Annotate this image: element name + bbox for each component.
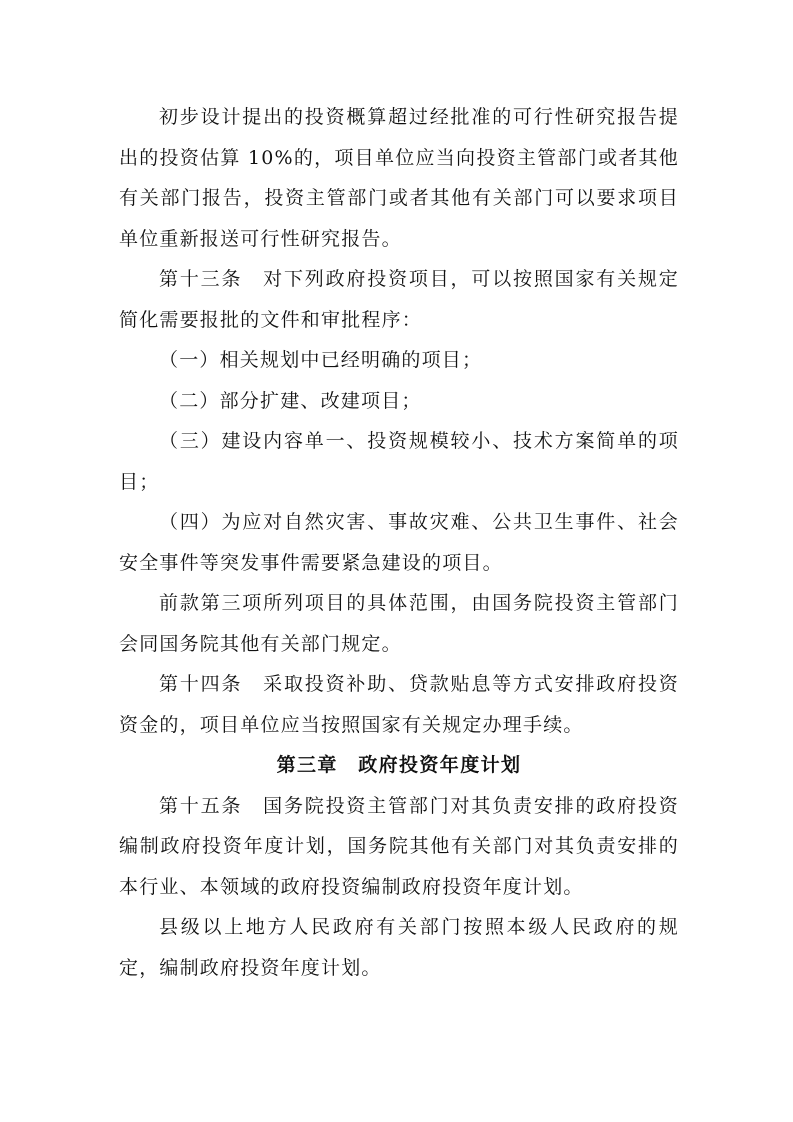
chapter-heading: 第三章 政府投资年度计划 <box>276 754 522 776</box>
paragraph-article-15: 第十五条 国务院投资主管部门对其负责安排的政府投资编制政府投资年度计划，国务院其他有关部门对其负责安排的本行业、本领域的政府投资编制政府投资年度计划。 <box>119 794 679 898</box>
list-item-4: （四）为应对自然灾害、事故灾难、公共卫生事件、社会安全事件等突发事件需要紧急建设的项目。 <box>119 511 679 574</box>
paragraph-investment-estimate: 初步设计提出的投资概算超过经批准的可行性研究报告提出的投资估算 10%的，项目单位应当向投资主管部门或者其他有关部门报告，投资主管部门或者其他有关部门可以要求项目单位重新报送可行性研究报告。 <box>119 106 679 250</box>
paragraph-local-government: 县级以上地方人民政府有关部门按照本级人民政府的规定，编制政府投资年度计划。 <box>119 916 679 979</box>
list-item-1: （一）相关规划中已经明确的项目； <box>159 349 483 371</box>
list-item-2: （二）部分扩建、改建项目； <box>159 389 422 412</box>
paragraph-article-13: 第十三条 对下列政府投资项目，可以按照国家有关规定简化需要报批的文件和审批程序： <box>119 268 679 331</box>
list-item-3: （三）建设内容单一、投资规模较小、技术方案简单的项目； <box>119 430 679 493</box>
document-body <box>119 97 679 988</box>
paragraph-scope: 前款第三项所列项目的具体范围，由国务院投资主管部门会同国务院其他有关部门规定。 <box>119 592 679 655</box>
paragraph-article-14: 第十四条 采取投资补助、贷款贴息等方式安排政府投资资金的，项目单位应当按照国家有关规定办理手续。 <box>119 673 679 736</box>
